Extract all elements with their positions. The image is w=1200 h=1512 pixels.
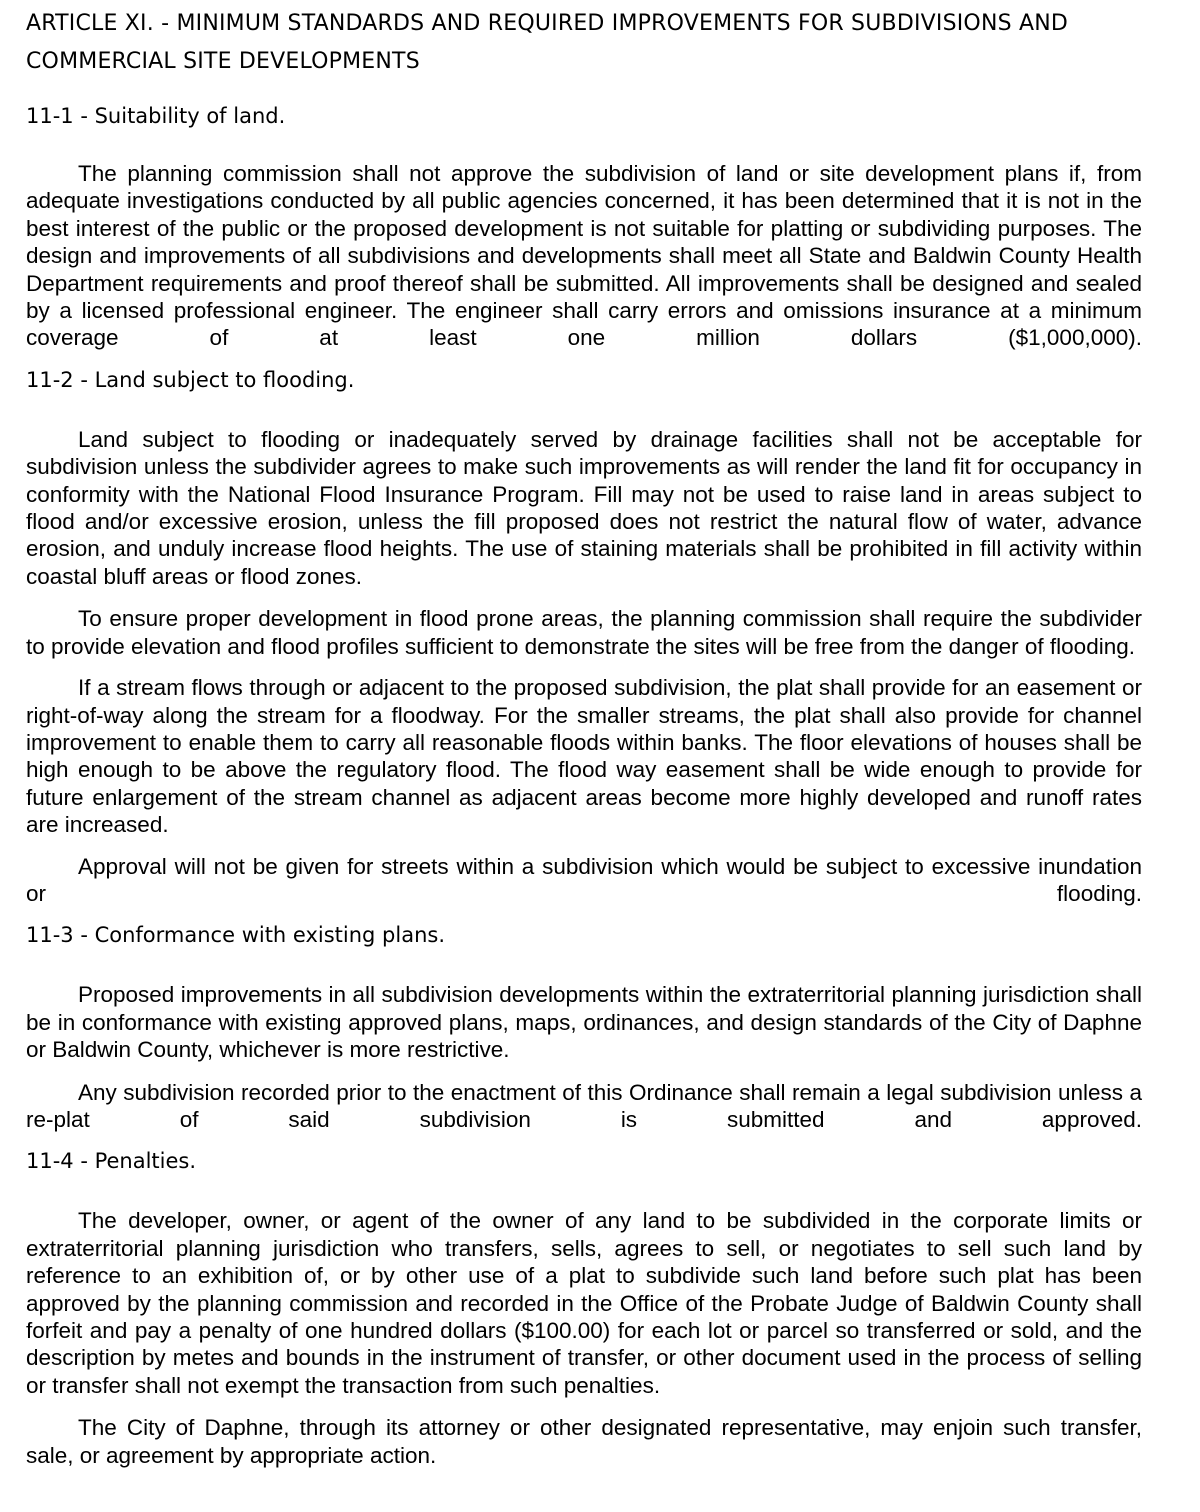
document-page (26, 0, 1142, 1469)
section-11-2-paragraph-3: If a stream flows through or adjacent to the proposed subdivision, the plat shall provide for an easement or right-of-way along the stream for a floodway. For the smaller streams, the plat shall also provide for channel improvement to enable them to carry all reasonable floods within banks. The floor elevations of houses shall be high enough to be above the regulatory flood. The flood way easement shall be wide enough to provide for future enlargement of the stream channel as adjacent areas become more highly developed and runoff rates are increased. (26, 675, 1142, 838)
article-title-line-2: COMMERCIAL SITE DEVELOPMENTS (26, 49, 420, 74)
section-11-1-paragraph-1: The planning commission shall not approve the subdivision of land or site development plans if, from adequate investigations conducted by all public agencies concerned, it has been determined that it is not in the best interest of the public or the proposed development is not suitable for platting or subdividing purposes. The design and improvements of all subdivisions and developments shall meet all State and Baldwin County Health Department requirements and proof thereof shall be submitted. All improvements shall be designed and sealed by a licensed professional engineer. The engineer shall carry errors and omissions insurance at a minimum coverage of at least one million dollars ($1,000,000). (26, 161, 1142, 351)
section-heading-11-1: 11-1 - Suitability of land. (26, 104, 286, 128)
article-title (26, 5, 1142, 81)
section-11-3-paragraph-2: Any subdivision recorded prior to the enactment of this Ordinance shall remain a legal subdivision unless a re-plat of said subdivision is submitted and approved. (26, 1079, 1142, 1132)
section-11-2-paragraph-2: To ensure proper development in flood prone areas, the planning commission shall require the subdivider to provide elevation and flood profiles sufficient to demonstrate the sites will be free from the danger of flooding. (26, 606, 1142, 659)
section-heading-11-4: 11-4 - Penalties. (26, 1149, 197, 1174)
section-11-4-paragraph-2: The City of Daphne, through its attorney or other designated representative, may enjoin such transfer, sale, or agreement by appropriate action. (26, 1415, 1142, 1468)
section-11-3-paragraph-1: Proposed improvements in all subdivision developments within the extraterritorial planning jurisdiction shall be in conformance with existing approved plans, maps, ordinances, and design standards of the City of Daphne or Baldwin County, whichever is more restrictive. (26, 982, 1142, 1063)
article-title-line-1: ARTICLE XI. - MINIMUM STANDARDS AND REQUIRED IMPROVEMENTS FOR SUBDIVISIONS AND (26, 11, 1069, 36)
section-11-2-paragraph-1: Land subject to flooding or inadequately served by drainage facilities shall not be acceptable for subdivision unless the subdivider agrees to make such improvements as will render the land fit for occupancy in conformity with the National Flood Insurance Program. Fill may not be used to raise land in areas subject to flood and/or excessive erosion, unless the fill proposed does not restrict the natural flow of water, advance erosion, and unduly increase flood heights. The use of staining materials shall be prohibited in fill activity within coastal bluff areas or flood zones. (26, 426, 1142, 589)
section-11-4-paragraph-1: The developer, owner, or agent of the owner of any land to be subdivided in the corporate limits or extraterritorial planning jurisdiction who transfers, sells, agrees to sell, or negotiates to sell such land by reference to an exhibition of, or by other use of a plat to subdivide such land before such plat has been approved by the planning commission and recorded in the Office of the Probate Judge of Baldwin County shall forfeit and pay a penalty of one hundred dollars ($100.00) for each lot or parcel so transferred or sold, and the description by metes and bounds in the instrument of transfer, or other document used in the process of selling or transfer shall not exempt the transaction from such penalties. (26, 1208, 1142, 1398)
section-11-2-paragraph-4: Approval will not be given for streets within a subdivision which would be subject to excessive inundation or flooding. (26, 853, 1142, 906)
section-heading-11-2: 11-2 - Land subject to flooding. (26, 367, 355, 392)
section-heading-11-3: 11-3 - Conformance with existing plans. (26, 923, 446, 948)
